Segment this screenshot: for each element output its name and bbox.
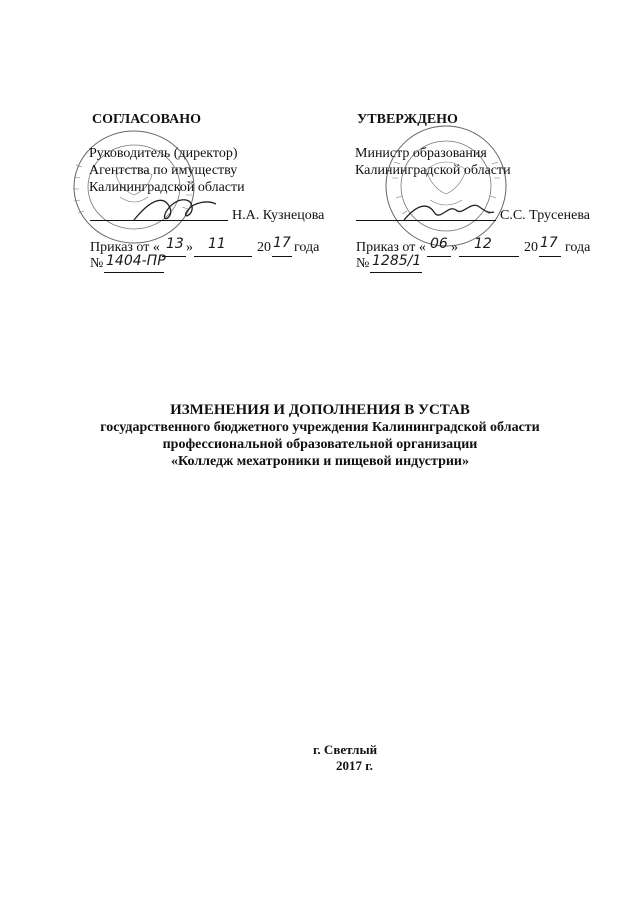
right-order-day-line <box>427 256 451 257</box>
left-order-day: 13 <box>166 236 184 252</box>
left-position-line2: Агентства по имуществу <box>89 163 238 178</box>
right-order-month: 12 <box>474 236 492 252</box>
left-number-prefix: № <box>90 256 104 271</box>
right-position-line1: Министр образования <box>355 146 487 161</box>
document-title: ИЗМЕНЕНИЯ И ДОПОЛНЕНИЯ В УСТАВ <box>170 402 470 418</box>
left-order-year-suffix: года <box>294 240 320 255</box>
left-order-month: 11 <box>208 236 226 252</box>
right-number-prefix: № <box>356 256 370 271</box>
right-order-prefix: Приказ от « <box>356 240 426 255</box>
left-order-prefix: Приказ от « <box>90 240 160 255</box>
right-order-number: 1285/1 <box>372 253 422 269</box>
document-subtitle-line3: «Колледж мехатроники и пищевой индустрии» <box>171 454 469 469</box>
left-heading: СОГЛАСОВАНО <box>92 112 201 127</box>
right-order-year-prefix: 20 <box>524 240 538 255</box>
document-subtitle-line1: государственного бюджетного учреждения Калининградской области <box>100 420 540 435</box>
year: 2017 г. <box>336 758 373 773</box>
right-signer-name: С.С. Трусенева <box>500 208 590 223</box>
left-order-month-line <box>194 256 252 257</box>
right-order-year: 17 <box>540 235 558 251</box>
right-order-year-line <box>539 256 561 257</box>
right-order-day: 06 <box>430 236 448 252</box>
left-position-line3: Калининградской области <box>89 180 245 195</box>
left-signature-icon <box>130 190 220 230</box>
right-position-line2: Калининградской области <box>355 163 511 178</box>
right-order-month-line <box>459 256 519 257</box>
left-order-number: 1404-ПР <box>106 253 166 269</box>
city: г. Светлый <box>313 742 378 757</box>
right-number-line <box>370 272 422 273</box>
left-signer-name: Н.А. Кузнецова <box>232 208 325 223</box>
left-order-year-prefix: 20 <box>257 240 271 255</box>
left-order-year-line <box>272 256 292 257</box>
left-position-line1: Руководитель (директор) <box>89 146 238 161</box>
right-order-year-suffix: года <box>565 240 591 255</box>
right-order-quote: » <box>451 240 458 255</box>
left-order-quote: » <box>186 240 193 255</box>
left-order-year: 17 <box>273 235 291 251</box>
document-subtitle-line2: профессиональной образовательной организации <box>162 437 478 452</box>
right-heading: УТВЕРЖДЕНО <box>357 112 458 127</box>
right-signature-icon <box>400 188 496 228</box>
left-number-line <box>104 272 164 273</box>
